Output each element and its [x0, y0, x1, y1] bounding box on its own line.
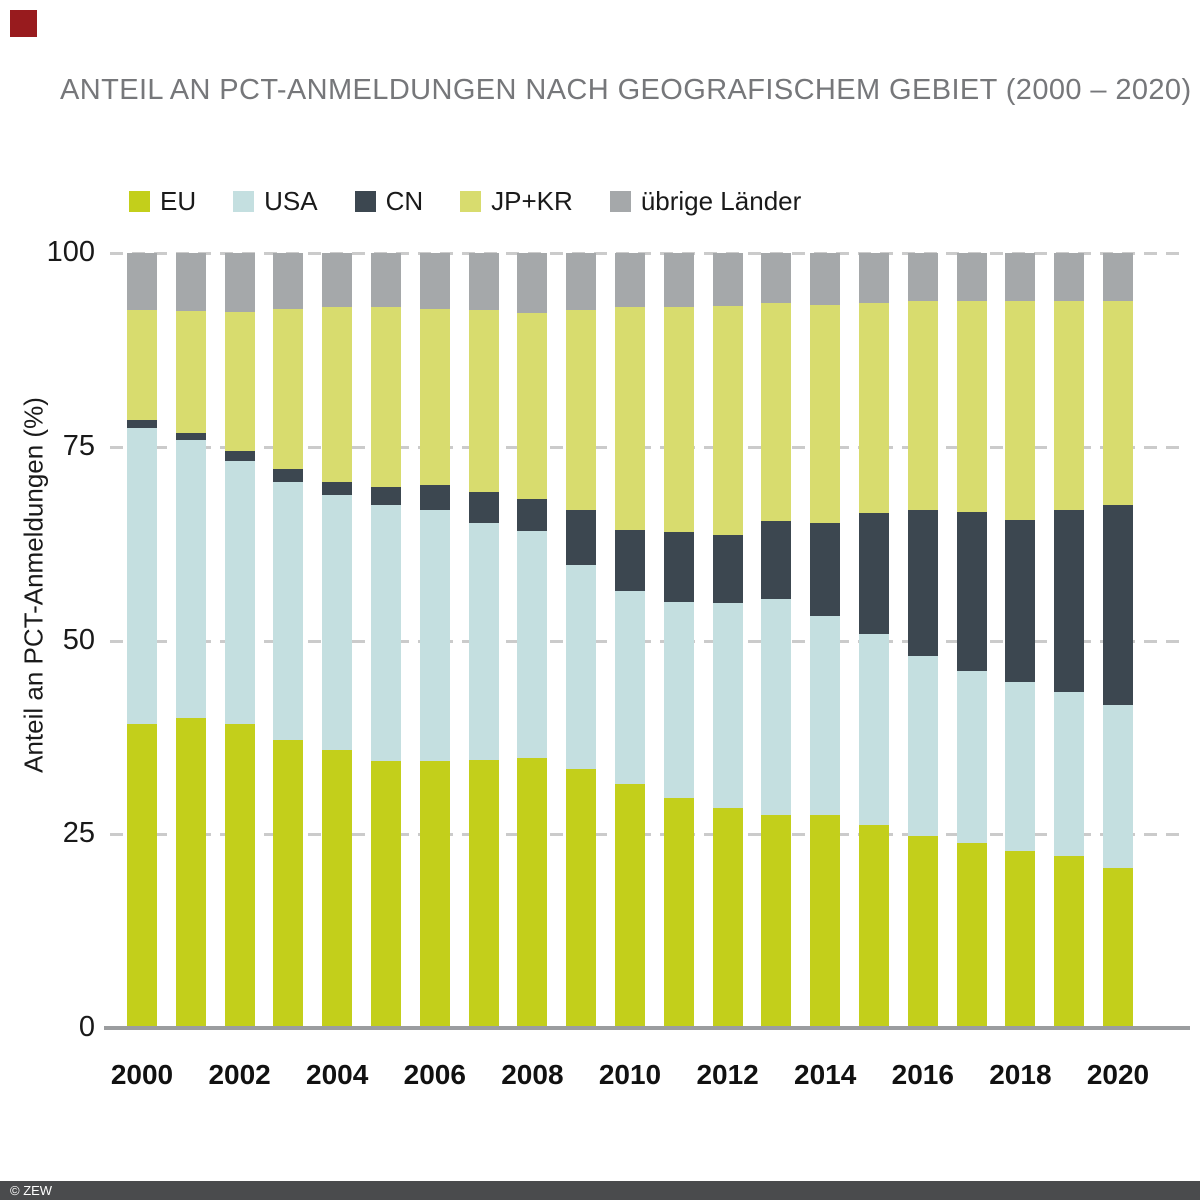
- bar-segment-2009-EU: [566, 769, 596, 1028]
- bar-2007: [469, 253, 499, 1028]
- bar-2012: [713, 253, 743, 1028]
- footer-bar: [0, 1181, 1200, 1200]
- bar-segment-2008-CN: [517, 499, 547, 531]
- chart-legend: [129, 188, 801, 214]
- bar-segment-2019-USA: [1054, 692, 1084, 856]
- legend-label: CN: [385, 186, 424, 216]
- bar-segment-2016-CN: [908, 510, 938, 656]
- chart-title: ANTEIL AN PCT-ANMELDUNGEN NACH GEOGRAFISCHEM GEBIET (2000 – 2020): [60, 74, 1192, 106]
- bar-segment-2016-EU: [908, 836, 938, 1028]
- x-tick-label-2004: 2004: [306, 1059, 369, 1090]
- bar-segment-2014-übrige Länder: [810, 253, 840, 305]
- legend-item-EU: [129, 188, 196, 214]
- bar-segment-2011-JP+KR: [664, 307, 694, 532]
- bars-container: [127, 253, 1133, 1028]
- bar-segment-2013-CN: [761, 521, 791, 599]
- bar-segment-2018-JP+KR: [1005, 301, 1035, 520]
- bar-segment-2003-übrige Länder: [273, 253, 303, 309]
- bar-segment-2006-JP+KR: [420, 309, 450, 485]
- bar-2001: [176, 253, 206, 1028]
- bar-segment-2007-EU: [469, 760, 499, 1028]
- bar-segment-2000-JP+KR: [127, 310, 157, 419]
- x-tick-label-2020: 2020: [1086, 1059, 1150, 1090]
- bar-segment-2013-JP+KR: [761, 303, 791, 521]
- bar-segment-2001-CN: [176, 433, 206, 440]
- bar-segment-2013-EU: [761, 815, 791, 1028]
- bar-segment-2010-übrige Länder: [615, 253, 645, 307]
- bar-segment-2010-JP+KR: [615, 307, 645, 529]
- bar-segment-2016-JP+KR: [908, 301, 938, 510]
- bar-segment-2004-übrige Länder: [322, 253, 352, 307]
- legend-item-USA: [233, 188, 317, 214]
- bar-2017: [957, 253, 987, 1028]
- bar-segment-2003-CN: [273, 469, 303, 481]
- bar-segment-2005-EU: [371, 761, 401, 1028]
- bar-segment-2002-CN: [225, 451, 255, 461]
- bar-2005: [371, 253, 401, 1028]
- bar-segment-2012-übrige Länder: [713, 253, 743, 306]
- bar-segment-2018-CN: [1005, 520, 1035, 682]
- bar-segment-2019-JP+KR: [1054, 301, 1084, 509]
- bar-segment-2006-übrige Länder: [420, 253, 450, 309]
- bar-segment-2004-JP+KR: [322, 307, 352, 481]
- x-tick-label-2014: 2014: [794, 1059, 857, 1090]
- bar-segment-2014-USA: [810, 616, 840, 814]
- x-tick-label-2016: 2016: [891, 1059, 954, 1090]
- legend-swatch-übrige Länder: [610, 191, 631, 212]
- legend-swatch-EU: [129, 191, 150, 212]
- bar-segment-2012-USA: [713, 603, 743, 808]
- bar-2018: [1005, 253, 1035, 1028]
- bar-segment-2007-USA: [469, 523, 499, 759]
- bar-segment-2020-EU: [1103, 868, 1133, 1028]
- x-tick-label-2010: 2010: [598, 1059, 662, 1090]
- bar-2016: [908, 253, 938, 1028]
- legend-label: USA: [264, 186, 318, 216]
- legend-item-JP+KR: [460, 188, 573, 214]
- x-tick-label-2008: 2008: [501, 1059, 564, 1090]
- bar-segment-2002-JP+KR: [225, 312, 255, 451]
- bar-segment-2012-JP+KR: [713, 306, 743, 535]
- bar-segment-2014-JP+KR: [810, 305, 840, 524]
- bar-segment-2000-übrige Länder: [127, 253, 157, 310]
- bar-segment-2003-EU: [273, 740, 303, 1028]
- bar-segment-2000-EU: [127, 724, 157, 1028]
- y-axis-title: Anteil an PCT-Anmeldungen (%): [18, 397, 49, 773]
- legend-label: EU: [160, 186, 197, 216]
- bar-segment-2011-übrige Länder: [664, 253, 694, 307]
- bar-segment-2011-EU: [664, 798, 694, 1028]
- y-tick-label-25: 25: [62, 817, 95, 850]
- bar-segment-2020-JP+KR: [1103, 301, 1133, 505]
- bar-segment-2019-CN: [1054, 510, 1084, 693]
- bar-segment-2001-USA: [176, 440, 206, 718]
- bar-segment-2005-übrige Länder: [371, 253, 401, 307]
- plot-area: [110, 253, 1188, 1028]
- bar-segment-2003-USA: [273, 482, 303, 740]
- x-tick-label-2002: 2002: [208, 1059, 271, 1090]
- bar-segment-2004-CN: [322, 482, 352, 495]
- bar-segment-2009-USA: [566, 565, 596, 769]
- bar-segment-2005-JP+KR: [371, 307, 401, 487]
- bar-segment-2018-USA: [1005, 682, 1035, 851]
- bar-segment-2010-CN: [615, 530, 645, 591]
- legend-label: JP+KR: [491, 186, 573, 216]
- bar-segment-2002-USA: [225, 461, 255, 725]
- bar-2002: [225, 253, 255, 1028]
- bar-segment-2020-USA: [1103, 705, 1133, 869]
- zew-logo-mark: [10, 10, 37, 37]
- legend-swatch-CN: [355, 191, 376, 212]
- bar-segment-2005-CN: [371, 487, 401, 505]
- bar-segment-2018-EU: [1005, 851, 1035, 1028]
- bar-segment-2003-JP+KR: [273, 309, 303, 469]
- bar-segment-2009-CN: [566, 510, 596, 565]
- legend-swatch-JP+KR: [460, 191, 481, 212]
- bar-segment-2014-EU: [810, 815, 840, 1028]
- bar-segment-2007-übrige Länder: [469, 253, 499, 310]
- y-tick-label-100: 100: [46, 236, 95, 268]
- x-tick-label-2000: 2000: [110, 1059, 174, 1090]
- bar-2019: [1054, 253, 1084, 1028]
- bar-segment-2019-übrige Länder: [1054, 253, 1084, 301]
- x-tick-label-2018: 2018: [989, 1059, 1052, 1090]
- bar-2006: [420, 253, 450, 1028]
- bar-segment-2000-CN: [127, 420, 157, 429]
- bar-segment-2017-USA: [957, 671, 987, 843]
- bar-segment-2002-übrige Länder: [225, 253, 255, 312]
- bar-segment-2012-EU: [713, 808, 743, 1028]
- x-tick-label-2006: 2006: [403, 1059, 466, 1090]
- bar-segment-2017-JP+KR: [957, 301, 987, 512]
- bar-segment-2001-EU: [176, 718, 206, 1028]
- bar-2003: [273, 253, 303, 1028]
- bar-segment-2013-übrige Länder: [761, 253, 791, 303]
- bar-segment-2006-EU: [420, 761, 450, 1028]
- bar-2015: [859, 253, 889, 1028]
- bar-segment-2017-CN: [957, 512, 987, 671]
- bar-segment-2007-JP+KR: [469, 310, 499, 492]
- bar-segment-2015-übrige Länder: [859, 253, 889, 303]
- bar-segment-2011-CN: [664, 532, 694, 602]
- bar-2010: [615, 253, 645, 1028]
- bar-segment-2001-JP+KR: [176, 311, 206, 433]
- bar-segment-2009-übrige Länder: [566, 253, 596, 310]
- x-tick-label-2012: 2012: [696, 1059, 759, 1090]
- bar-segment-2006-USA: [420, 510, 450, 760]
- y-tick-label-0: 0: [78, 1011, 95, 1043]
- bar-segment-2015-EU: [859, 825, 889, 1028]
- bar-segment-2001-übrige Länder: [176, 253, 206, 311]
- bar-2004: [322, 253, 352, 1028]
- bar-segment-2018-übrige Länder: [1005, 253, 1035, 301]
- legend-item-CN: [355, 188, 424, 214]
- bar-segment-2019-EU: [1054, 856, 1084, 1028]
- bar-segment-2020-CN: [1103, 505, 1133, 705]
- legend-item-übrige Länder: [610, 188, 801, 214]
- bar-segment-2004-EU: [322, 750, 352, 1028]
- bar-segment-2002-EU: [225, 724, 255, 1028]
- bar-segment-2017-übrige Länder: [957, 253, 987, 301]
- bar-segment-2008-USA: [517, 531, 547, 757]
- bar-segment-2008-übrige Länder: [517, 253, 547, 313]
- bar-segment-2008-JP+KR: [517, 313, 547, 500]
- bar-segment-2004-USA: [322, 495, 352, 750]
- bar-segment-2000-USA: [127, 428, 157, 724]
- bar-segment-2010-USA: [615, 591, 645, 784]
- bar-segment-2005-USA: [371, 505, 401, 761]
- legend-label: übrige Länder: [640, 186, 802, 216]
- bar-segment-2017-EU: [957, 843, 987, 1028]
- bar-segment-2016-übrige Länder: [908, 253, 938, 301]
- bar-segment-2013-USA: [761, 599, 791, 815]
- bar-2020: [1103, 253, 1133, 1028]
- bar-segment-2009-JP+KR: [566, 310, 596, 510]
- legend-swatch-USA: [233, 191, 254, 212]
- bar-segment-2015-JP+KR: [859, 303, 889, 513]
- bar-2011: [664, 253, 694, 1028]
- x-axis-line: [104, 1026, 1190, 1030]
- bar-2014: [810, 253, 840, 1028]
- bar-segment-2006-CN: [420, 485, 450, 511]
- bar-segment-2011-USA: [664, 602, 694, 798]
- bar-segment-2010-EU: [615, 784, 645, 1028]
- bar-2000: [127, 253, 157, 1028]
- bar-segment-2020-übrige Länder: [1103, 253, 1133, 301]
- bar-2008: [517, 253, 547, 1028]
- bar-segment-2015-USA: [859, 634, 889, 825]
- y-tick-label-75: 75: [62, 429, 95, 462]
- bar-segment-2012-CN: [713, 535, 743, 602]
- bar-segment-2008-EU: [517, 758, 547, 1028]
- bar-segment-2007-CN: [469, 492, 499, 523]
- y-tick-label-50: 50: [62, 623, 95, 656]
- bar-2009: [566, 253, 596, 1028]
- bar-segment-2014-CN: [810, 523, 840, 616]
- bar-2013: [761, 253, 791, 1028]
- bar-segment-2016-USA: [908, 656, 938, 836]
- bar-segment-2015-CN: [859, 513, 889, 634]
- copyright-text: © ZEW: [10, 1183, 53, 1198]
